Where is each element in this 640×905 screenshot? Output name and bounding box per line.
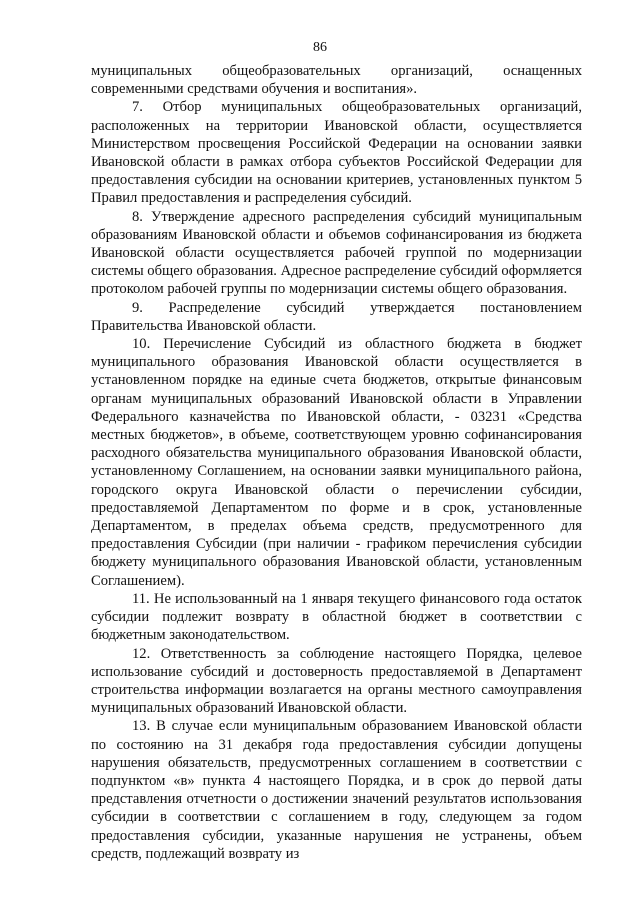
document-body: [91, 62, 582, 863]
paragraph-9-distribution: 9. Распределение субсидий утверждается постановлением Правительства Ивановской области.: [91, 299, 582, 334]
paragraph-13-violations: 13. В случае если муниципальным образованием Ивановской области по состоянию на 31 декабря года предоставления субсидии допущены нарушения обязательств, предусмотренных соглашением в соответствии с подпунктом «в» пункта 4 настоящего Порядка, и в срок до первой даты представления отчетности о достижении значений результатов использования субсидии в соответствии с соглашением в году, следующем за годом предоставления субсидии, указанные нарушения не устранены, объем средств, подлежащий возврату из: [91, 718, 582, 862]
paragraph-continuation: муниципальных общеобразовательных организаций, оснащенных современными средствами обучения и воспитания».: [91, 63, 582, 98]
page-number: 86: [313, 40, 327, 55]
paragraph-10-transfer: 10. Перечисление Субсидий из областного бюджета в бюджет муниципального образования Ивановской области осуществляется в установленном порядке на единые счета бюджетов, открытые финансовым органам муниципальных образований Ивановской области в Управлении Федерального казначейства по Ивановской области, - 03231 «Средства местных бюджетов», в объеме, соответствующем уровню софинансирования расходного обязательства муниципального образования Ивановской области, установленному Соглашением, на основании заявки муниципального района, городского округа Ивановской области о перечислении субсидии, предоставляемой Департаментом по форме и в срок, установленные Департаментом, в пределах объема средств, предусмотренного для предоставления Субсидии (при наличии - графиком перечисления субсидии бюджету муниципального образования Ивановской области, установленным Соглашением).: [91, 336, 582, 589]
paragraph-12-responsibility: 12. Ответственность за соблюдение настоящего Порядка, целевое использование субсидий и достоверность предоставляемой в Департамент строительства информации возлагается на органы местного самоуправления муниципальных образований Ивановской области.: [91, 645, 582, 717]
paragraph-8-allocation: 8. Утверждение адресного распределения субсидий муниципальным образованиям Ивановской области и объемов софинансирования из бюджета Ивановской области осуществляется рабочей группой по модернизации системы общего образования. Адресное распределение субсидий оформляется протоколом рабочей группы по модернизации системы общего образования.: [91, 208, 583, 298]
paragraph-7-selection: 7. Отбор муниципальных общеобразовательных организаций, расположенных на территории Ивановской области, осуществляется Министерством просвещения Российской Федерации на основании заявки Ивановской области в рамках отбора субъектов Российской Федерации для предоставления субсидии на основании критериев, установленных пунктом 5 Правил предоставления и распределения субсидий.: [91, 99, 582, 207]
paragraph-11-unused-balance: 11. Не использованный на 1 января текущего финансового года остаток субсидии подлежит возврату в областной бюджет в соответствии с бюджетным законодательством.: [91, 590, 582, 644]
